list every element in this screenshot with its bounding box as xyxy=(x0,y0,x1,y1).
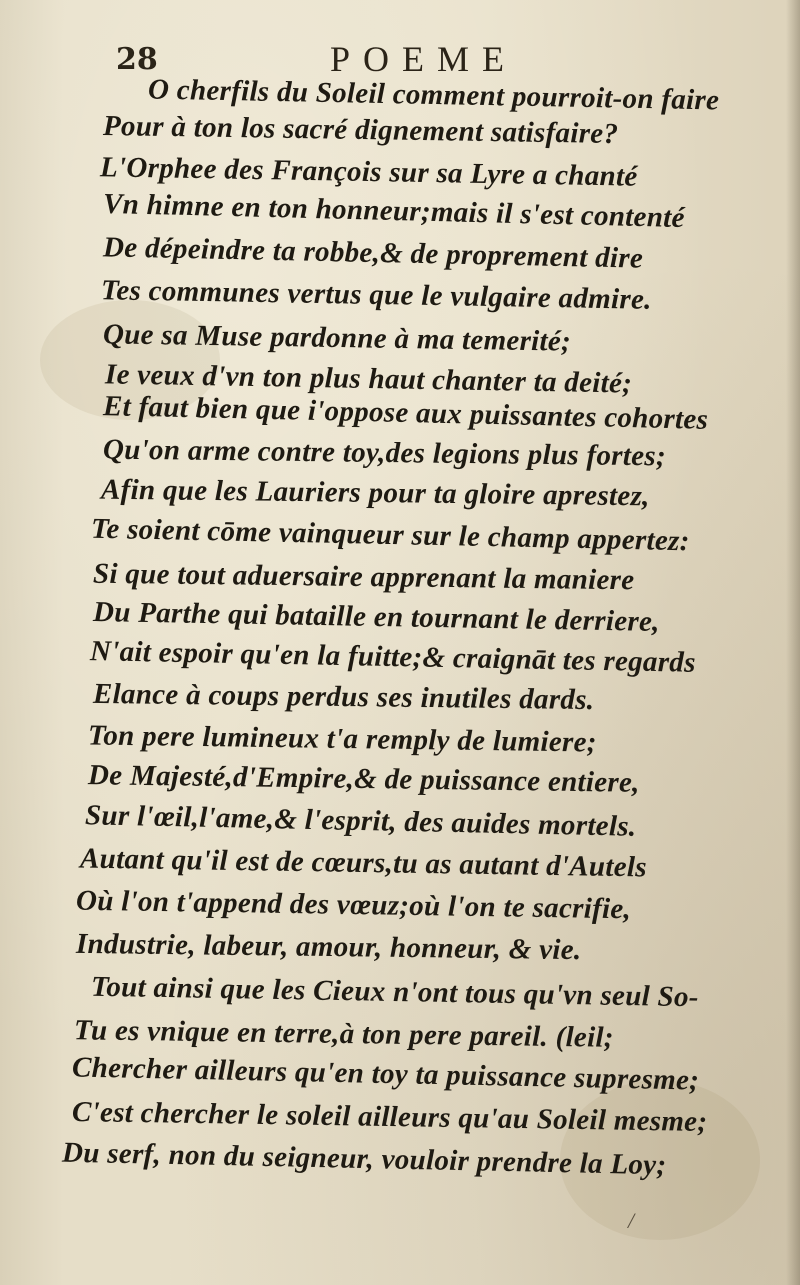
verse-line: L'Orphee des François sur sa Lyre a chanté xyxy=(99,151,638,193)
verse-line: C'est chercher le soleil ailleurs qu'au Soleil mesme; xyxy=(71,1096,708,1138)
verse-line: Et faut bien que i'oppose aux puissantes cohortes xyxy=(102,390,709,436)
verse-line: Du serf, non du seigneur, vouloir prendre la Loy; xyxy=(61,1136,667,1182)
verse-line: Chercher ailleurs qu'en toy ta puissance supresme; xyxy=(71,1051,700,1097)
verse-line: Que sa Muse pardonne à ma temerité; xyxy=(102,318,572,358)
verse-line: Si que tout aduersaire apprenant la maniere xyxy=(92,557,635,597)
verse-line: Autant qu'il est de cœurs,tu as autant d'Autels xyxy=(79,842,648,884)
verse-line: Industrie, labeur, amour, honneur, & vie. xyxy=(75,927,582,967)
verse-line: Pour à ton los sacré dignement satisfaire? xyxy=(102,109,619,151)
verse-line: Afin que les Lauriers pour ta gloire aprestez, xyxy=(100,473,650,513)
verse-line: Vn himne en ton honneur;mais il s'est contenté xyxy=(102,187,686,235)
verse-line: Tes communes vertus que le vulgaire admire. xyxy=(100,274,652,316)
verse-line: Qu'on arme contre toy,des legions plus fortes; xyxy=(102,433,667,473)
verse-line: Te soient cōme vainqueur sur le champ appertez: xyxy=(90,512,690,558)
page-number: 28 xyxy=(116,42,158,77)
verse-line: De Majesté,d'Empire,& de puissance entiere, xyxy=(87,759,640,799)
verse-line: De dépeindre ta robbe,& de proprement dire xyxy=(102,231,644,275)
running-title: POEME xyxy=(330,39,518,79)
verse-line: Sur l'œil,l'ame,& l'esprit, des auides mortels. xyxy=(84,799,637,843)
verse-line: Tout ainsi que les Cieux n'ont tous qu'vn seul So- xyxy=(90,970,700,1014)
verse-line: O cherfils du Soleil comment pourroit-on faire xyxy=(147,73,720,117)
verse-line: Du Parthe qui bataille en tournant le derriere, xyxy=(92,596,661,638)
verse-line: N'ait espoir qu'en la fuitte;& craignāt tes regards xyxy=(89,635,697,679)
stray-mark: / xyxy=(628,1208,635,1233)
verse-line: Ton pere lumineux t'a remply de lumiere; xyxy=(87,719,597,759)
verse-line: Tu es vnique en terre,à ton pere pareil. (leil; xyxy=(73,1014,614,1054)
verse-line: Elance à coups perdus ses inutiles dards. xyxy=(92,677,595,717)
verse-line: Ie veux d'vn ton plus haut chanter ta deité; xyxy=(104,358,633,400)
verse-line: Où l'on t'append des vœuz;où l'on te sacrifie, xyxy=(75,884,632,926)
